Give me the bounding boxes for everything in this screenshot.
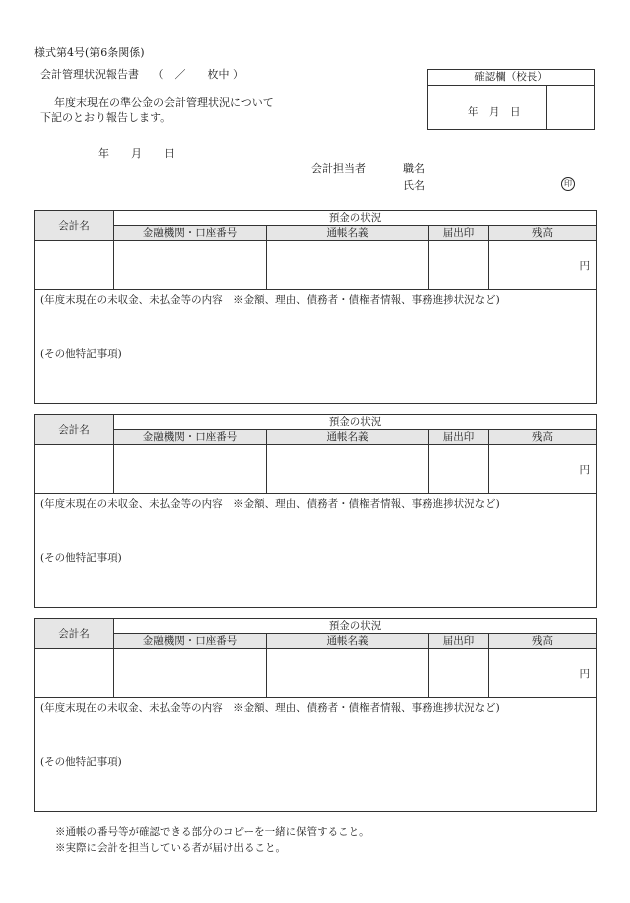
account-name-label: 会計名 xyxy=(35,211,114,241)
account-name-cell[interactable] xyxy=(35,241,114,290)
footnote-register: ※実際に会計を担当している者が届け出ること。 xyxy=(55,842,286,854)
passbook-name-header: 通帳名義 xyxy=(267,226,429,241)
balance-header: 残高 xyxy=(489,226,597,241)
account-name-label: 会計名 xyxy=(35,619,114,649)
bank-account-cell[interactable] xyxy=(114,649,267,698)
intro-line-2: 下記のとおり報告します。 xyxy=(40,111,172,124)
other-note: (その他特記事項) xyxy=(40,348,122,360)
confirmation-divider xyxy=(546,85,547,129)
name-label: 氏名 xyxy=(403,179,425,192)
passbook-name-cell[interactable] xyxy=(267,649,429,698)
bank-account-cell[interactable] xyxy=(114,241,267,290)
seal-mark xyxy=(561,176,575,191)
registered-seal-cell[interactable] xyxy=(429,445,489,494)
deposit-status-label: 預金の状況 xyxy=(114,415,597,430)
confirmation-box xyxy=(427,69,595,130)
passbook-name-cell[interactable] xyxy=(267,445,429,494)
other-note: (その他特記事項) xyxy=(40,552,122,564)
seal-icon: 印 xyxy=(561,177,575,191)
bank-account-header: 金融機関・口座番号 xyxy=(114,634,267,649)
bank-account-cell[interactable] xyxy=(114,445,267,494)
balance-header: 残高 xyxy=(489,634,597,649)
registered-seal-header: 届出印 xyxy=(429,634,489,649)
passbook-name-cell[interactable] xyxy=(267,241,429,290)
passbook-name-header: 通帳名義 xyxy=(267,430,429,445)
bank-account-header: 金融機関・口座番号 xyxy=(114,430,267,445)
notes-cell[interactable] xyxy=(35,290,597,404)
report-date: 年 月 日 xyxy=(98,147,175,160)
intro-line-1: 年度末現在の準公金の会計管理状況について xyxy=(54,96,274,109)
accountant-label: 会計担当者 xyxy=(311,162,366,175)
confirmation-date: 年 月 日 xyxy=(468,106,521,118)
account-name-cell[interactable] xyxy=(35,445,114,494)
report-title xyxy=(40,66,244,82)
balance-header: 残高 xyxy=(489,430,597,445)
registered-seal-header: 届出印 xyxy=(429,430,489,445)
bank-account-header: 金融機関・口座番号 xyxy=(114,226,267,241)
confirmation-title: 確認欄（校長） xyxy=(428,70,594,86)
balance-cell[interactable]: 円 xyxy=(489,445,597,494)
deposit-status-label: 預金の状況 xyxy=(114,211,597,226)
receivables-note: (年度末現在の未収金、未払金等の内容 ※金額、理由、債務者・債権者情報、事務進捗状況など) xyxy=(40,702,500,714)
position-label: 職名 xyxy=(403,162,425,175)
notes-cell[interactable] xyxy=(35,494,597,608)
receivables-note: (年度末現在の未収金、未払金等の内容 ※金額、理由、債務者・債権者情報、事務進捗状況など) xyxy=(40,498,500,510)
balance-cell[interactable]: 円 xyxy=(489,241,597,290)
balance-cell[interactable]: 円 xyxy=(489,649,597,698)
account-name-cell[interactable] xyxy=(35,649,114,698)
account-block-1 xyxy=(34,210,597,404)
sheet-count: （ ／ 枚中 ） xyxy=(152,68,244,81)
other-note: (その他特記事項) xyxy=(40,756,122,768)
account-block-2 xyxy=(34,414,597,608)
report-title-text: 会計管理状況報告書 xyxy=(40,68,139,81)
passbook-name-header: 通帳名義 xyxy=(267,634,429,649)
registered-seal-cell[interactable] xyxy=(429,649,489,698)
account-block-3 xyxy=(34,618,597,812)
registered-seal-header: 届出印 xyxy=(429,226,489,241)
deposit-status-label: 預金の状況 xyxy=(114,619,597,634)
receivables-note: (年度末現在の未収金、未払金等の内容 ※金額、理由、債務者・債権者情報、事務進捗状況など) xyxy=(40,294,500,306)
account-name-label: 会計名 xyxy=(35,415,114,445)
form-number: 様式第4号(第6条関係) xyxy=(34,46,145,59)
footnote-copy: ※通帳の番号等が確認できる部分のコピーを一緒に保管すること。 xyxy=(55,826,370,838)
notes-cell[interactable] xyxy=(35,698,597,812)
registered-seal-cell[interactable] xyxy=(429,241,489,290)
